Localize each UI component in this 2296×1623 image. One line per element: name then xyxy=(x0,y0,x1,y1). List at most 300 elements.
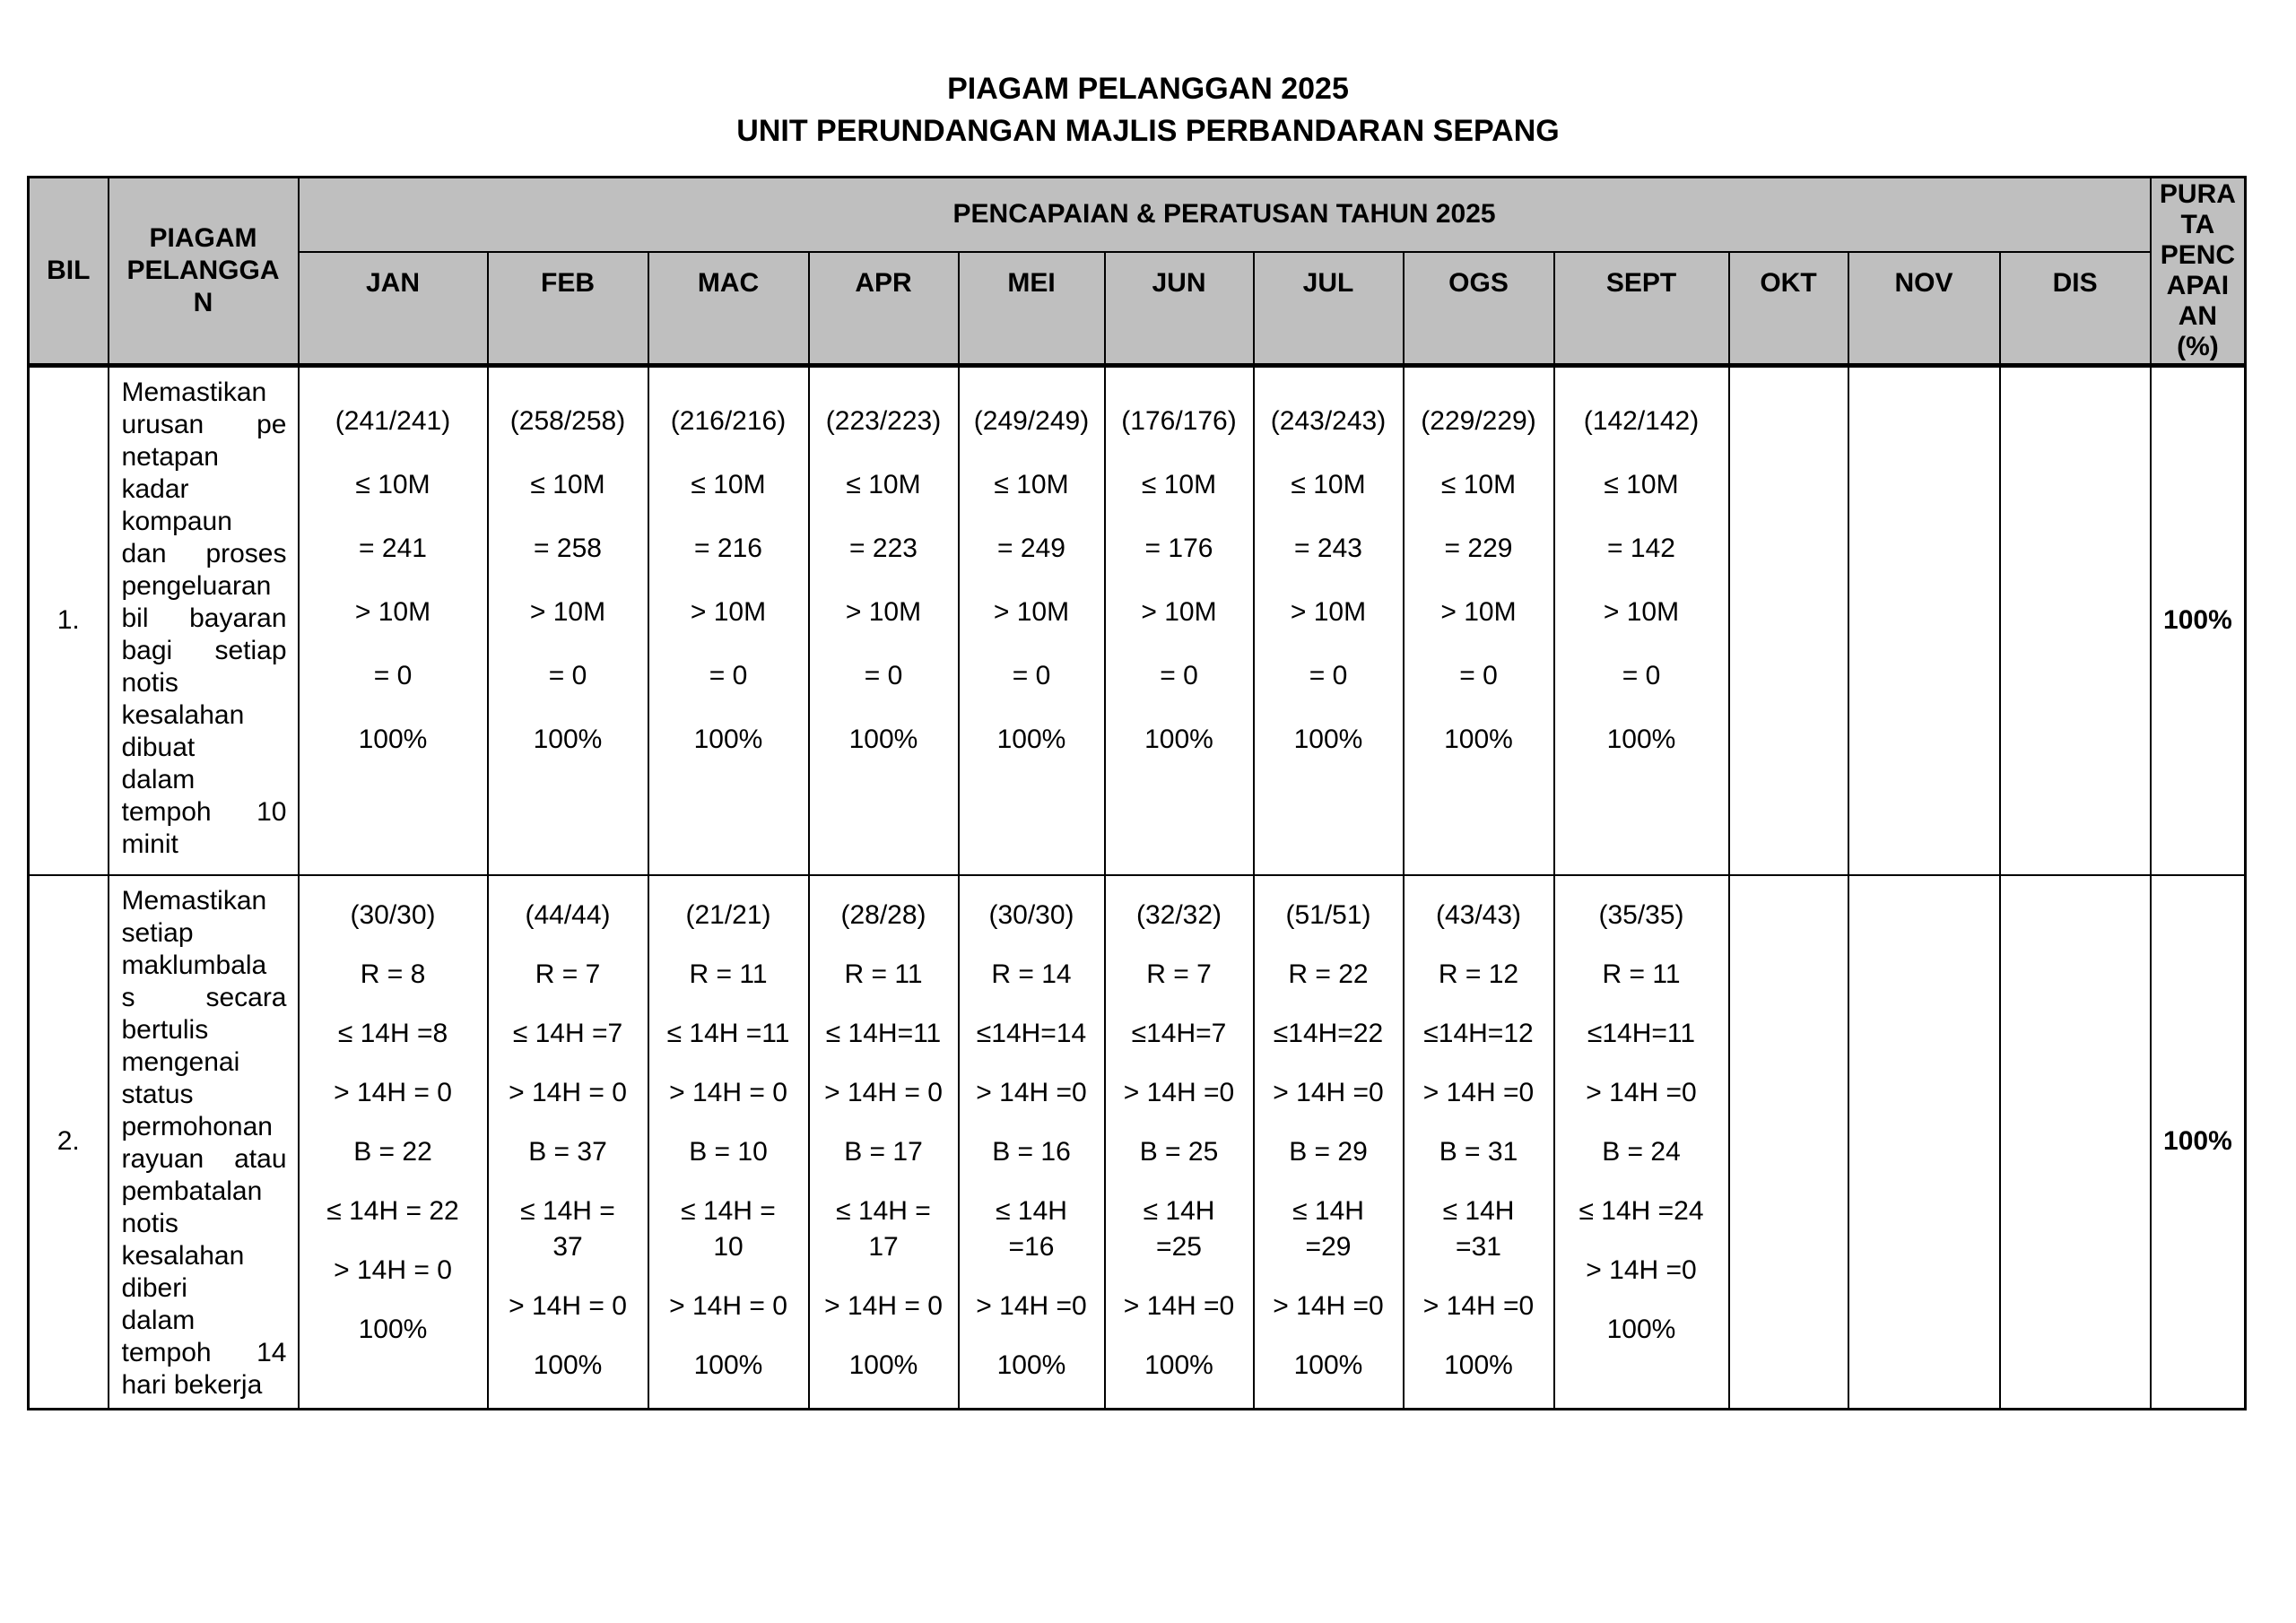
cell-line: (44/44) xyxy=(525,899,611,930)
text-line: maklumbala xyxy=(121,950,267,980)
cell-line: R = 11 xyxy=(844,959,923,989)
text-line: tempoh 14 xyxy=(121,1337,287,1367)
table-row-2 xyxy=(29,875,2246,1410)
cell-paragraph xyxy=(649,722,808,758)
row2-cell-okt xyxy=(1729,875,1848,1410)
cell-line: 37 xyxy=(552,1231,583,1262)
row2-cell-feb xyxy=(488,875,648,1410)
text-line: pengeluaran xyxy=(121,571,272,601)
cell-line: ≤ 14H = xyxy=(520,1195,615,1226)
cell-line: ≤14H=7 xyxy=(1131,1018,1227,1048)
cell-line: R = 7 xyxy=(1146,959,1212,989)
cell-paragraph xyxy=(1555,595,1728,630)
cell-line: 100% xyxy=(848,1350,918,1380)
text-line: bil bayaran xyxy=(121,603,287,633)
cell-paragraph xyxy=(300,1253,487,1289)
cell-paragraph xyxy=(649,658,808,694)
cell-paragraph xyxy=(810,1016,958,1052)
cell-paragraph xyxy=(489,1134,648,1170)
cell-line: 100% xyxy=(1444,1350,1513,1380)
cell-paragraph xyxy=(649,1134,808,1170)
cell-line: B = 31 xyxy=(1439,1136,1518,1167)
cell-line: 100% xyxy=(1444,725,1513,754)
cell-paragraph xyxy=(1555,722,1728,758)
cell-paragraph xyxy=(489,898,648,933)
cell-paragraph xyxy=(1555,1075,1728,1111)
cell-line: ≤ 10M xyxy=(355,470,430,499)
cell-paragraph xyxy=(1555,1134,1728,1170)
header-month-jul: JUL xyxy=(1254,252,1404,366)
cell-line: R = 22 xyxy=(1288,959,1369,989)
cell-paragraph xyxy=(1106,531,1253,567)
header-pencapaian-group: PENCAPAIAN & PERATUSAN TAHUN 2025 xyxy=(299,178,2151,252)
cell-line: (32/32) xyxy=(1135,899,1222,930)
cell-line: B = 22 xyxy=(353,1136,432,1167)
row2-cell-mei xyxy=(959,875,1105,1410)
cell-line: = 142 xyxy=(1607,534,1675,563)
row2-cell-sept xyxy=(1554,875,1729,1410)
cell-paragraph xyxy=(810,467,958,503)
text-line: AN xyxy=(2178,301,2218,331)
cell-line: > 10M xyxy=(845,597,922,627)
text-line: kesalahan xyxy=(121,1240,245,1271)
cell-paragraph xyxy=(960,658,1104,694)
text-line: diberi xyxy=(121,1272,187,1303)
cell-paragraph xyxy=(1405,722,1553,758)
cell-line: =29 xyxy=(1305,1231,1352,1262)
cell-line: (35/35) xyxy=(1598,899,1684,930)
cell-paragraph xyxy=(1405,957,1553,993)
cell-paragraph xyxy=(810,1075,958,1111)
cell-line: 100% xyxy=(358,1314,428,1344)
cell-line: R = 11 xyxy=(689,959,768,989)
cell-paragraph xyxy=(1555,1016,1728,1052)
cell-line: > 14H =0 xyxy=(1273,1290,1384,1321)
cell-line: > 10M xyxy=(354,597,431,627)
row2-cell-dis xyxy=(2000,875,2151,1410)
text-line: dibuat xyxy=(121,733,196,762)
cell-paragraph xyxy=(810,658,958,694)
cell-paragraph xyxy=(960,1134,1104,1170)
cell-line: = 0 xyxy=(709,661,748,690)
cell-paragraph xyxy=(489,1016,648,1052)
title-line-2: UNIT PERUNDANGAN MAJLIS PERBANDARAN SEPANG xyxy=(736,114,1560,148)
header-month-nov: NOV xyxy=(1848,252,2000,366)
cell-paragraph xyxy=(649,595,808,630)
cell-line: ≤ 10M xyxy=(1141,470,1217,499)
cell-paragraph xyxy=(1555,658,1728,694)
header-month-mei: MEI xyxy=(959,252,1105,366)
cell-line: R = 7 xyxy=(535,959,601,989)
cell-line: 100% xyxy=(1293,1350,1363,1380)
text-line: PELANGGA xyxy=(126,256,280,285)
cell-paragraph xyxy=(489,1289,648,1324)
cell-paragraph xyxy=(1106,404,1253,439)
cell-line: ≤ 10M xyxy=(1604,470,1679,499)
row1-cell-nov xyxy=(1848,366,2000,875)
cell-line: (176/176) xyxy=(1121,406,1237,436)
cell-paragraph xyxy=(649,531,808,567)
header-month-feb: FEB xyxy=(488,252,648,366)
cell-paragraph xyxy=(1106,722,1253,758)
text-line: PURA xyxy=(2159,179,2236,209)
header-month-apr: APR xyxy=(809,252,959,366)
text-line: Memastikan xyxy=(121,378,267,407)
cell-line: (216/216) xyxy=(670,406,787,436)
cell-paragraph xyxy=(649,957,808,993)
row2-cell-ogs xyxy=(1404,875,1554,1410)
text-line: status xyxy=(121,1079,194,1109)
cell-line: = 249 xyxy=(997,534,1065,563)
cell-line: (223/223) xyxy=(825,406,942,436)
cell-paragraph xyxy=(810,1134,958,1170)
cell-paragraph xyxy=(649,467,808,503)
cell-paragraph xyxy=(1555,898,1728,933)
cell-line: > 14H =0 xyxy=(1422,1077,1535,1107)
cell-paragraph xyxy=(1405,1134,1553,1170)
row1-cell-feb xyxy=(488,366,648,875)
text-line: tempoh 10 xyxy=(121,797,287,827)
header-month-mac: MAC xyxy=(648,252,809,366)
cell-paragraph xyxy=(810,1348,958,1384)
cell-line: ≤ 10M xyxy=(1440,470,1517,499)
cell-line: = 0 xyxy=(548,661,587,690)
cell-paragraph xyxy=(300,1312,487,1348)
text-line: s secara xyxy=(121,982,287,1012)
cell-line: > 14H =0 xyxy=(1586,1077,1697,1107)
text-line: bagi setiap xyxy=(121,636,287,665)
cell-paragraph xyxy=(1405,1348,1553,1384)
cell-paragraph xyxy=(810,531,958,567)
cell-paragraph xyxy=(1405,1016,1553,1052)
cell-paragraph xyxy=(300,467,487,503)
cell-paragraph xyxy=(810,957,958,993)
cell-line: > 14H =0 xyxy=(1123,1077,1235,1107)
row2-bil: 2. xyxy=(29,875,109,1410)
cell-line: 100% xyxy=(848,725,918,754)
row1-cell-mei xyxy=(959,366,1105,875)
cell-line: = 0 xyxy=(373,661,413,690)
cell-paragraph xyxy=(1405,1289,1553,1324)
cell-line: 100% xyxy=(533,725,603,754)
row1-cell-jul xyxy=(1254,366,1404,875)
title-line-1: PIAGAM PELANGGAN 2025 xyxy=(947,72,1349,106)
text-line: setiap xyxy=(121,917,194,948)
text-line: Memastikan xyxy=(121,885,267,916)
cell-paragraph xyxy=(489,1348,648,1384)
cell-paragraph xyxy=(489,404,648,439)
cell-paragraph xyxy=(1255,957,1403,993)
row2-cell-jan xyxy=(299,875,488,1410)
cell-line: ≤ 14H = xyxy=(681,1195,776,1226)
cell-line: = 241 xyxy=(359,534,427,563)
cell-line: > 10M xyxy=(1141,597,1217,627)
cell-paragraph xyxy=(1255,1016,1403,1052)
text-line: minit xyxy=(121,829,178,859)
cell-paragraph xyxy=(1255,722,1403,758)
text-line: PIAGAM xyxy=(149,223,257,253)
cell-line: = 243 xyxy=(1294,534,1362,563)
cell-paragraph xyxy=(960,898,1104,933)
cell-paragraph xyxy=(1405,467,1553,503)
row2-cell-jun xyxy=(1105,875,1254,1410)
cell-line: ≤14H=14 xyxy=(976,1018,1087,1048)
text-line: (%) xyxy=(2177,332,2219,361)
cell-paragraph xyxy=(300,722,487,758)
cell-line: = 229 xyxy=(1444,534,1513,563)
header-piagam-pelanggan xyxy=(109,178,299,366)
cell-line: B = 25 xyxy=(1139,1136,1219,1167)
row2-cell-mac xyxy=(648,875,809,1410)
header-bil: BIL xyxy=(29,178,109,366)
cell-paragraph xyxy=(1405,531,1553,567)
header-month-sept: SEPT xyxy=(1554,252,1729,366)
cell-line: (30/30) xyxy=(350,899,436,930)
cell-paragraph xyxy=(1555,957,1728,993)
cell-paragraph xyxy=(810,898,958,933)
text-line: PENC xyxy=(2160,240,2236,270)
cell-paragraph xyxy=(300,898,487,933)
cell-paragraph xyxy=(1405,1193,1553,1265)
cell-paragraph xyxy=(1555,531,1728,567)
cell-line: = 0 xyxy=(1160,661,1198,690)
cell-paragraph xyxy=(1255,1289,1403,1324)
cell-line: B = 37 xyxy=(528,1136,607,1167)
cell-paragraph xyxy=(489,957,648,993)
cell-line: > 10M xyxy=(1440,597,1517,627)
cell-line: 100% xyxy=(533,1350,603,1380)
cell-line: > 10M xyxy=(993,597,1070,627)
text-line: notis xyxy=(121,1208,178,1238)
cell-paragraph xyxy=(300,404,487,439)
cell-paragraph xyxy=(1106,1016,1253,1052)
cell-line: > 10M xyxy=(690,597,767,627)
cell-line: 100% xyxy=(1606,1314,1676,1344)
header-month-jan: JAN xyxy=(299,252,488,366)
cell-paragraph xyxy=(300,957,487,993)
cell-line: = 0 xyxy=(864,661,903,690)
cell-line: ≤ 14H=11 xyxy=(825,1018,942,1048)
cell-line: 100% xyxy=(693,725,763,754)
text-line: APAI xyxy=(2166,271,2230,300)
row1-piagam-description xyxy=(109,366,299,875)
cell-paragraph xyxy=(960,1289,1104,1324)
cell-paragraph xyxy=(960,957,1104,993)
cell-line: ≤ 14H xyxy=(1442,1195,1515,1226)
cell-line: B = 29 xyxy=(1289,1136,1368,1167)
row1-cell-ogs xyxy=(1404,366,1554,875)
cell-line: 100% xyxy=(996,1350,1066,1380)
cell-line: (142/142) xyxy=(1583,406,1700,436)
cell-line: (229/229) xyxy=(1421,406,1536,436)
cell-line: ≤ 14H =24 xyxy=(1578,1195,1704,1226)
text-line: mengenai xyxy=(121,1046,240,1077)
cell-paragraph xyxy=(1405,658,1553,694)
page-title xyxy=(0,68,2296,152)
row2-piagam-description xyxy=(109,875,299,1410)
cell-paragraph xyxy=(300,1134,487,1170)
cell-line: > 10M xyxy=(529,597,606,627)
text-line: kompaun xyxy=(121,507,232,536)
text-line: TA xyxy=(2180,210,2215,239)
cell-line: > 14H =0 xyxy=(1273,1077,1384,1107)
cell-paragraph xyxy=(960,595,1104,630)
cell-paragraph xyxy=(810,1193,958,1265)
cell-line: > 14H =0 xyxy=(1586,1254,1697,1285)
cell-line: R = 11 xyxy=(1602,959,1681,989)
cell-paragraph xyxy=(300,1075,487,1111)
cell-paragraph xyxy=(1106,467,1253,503)
row2-purata-value: 100% xyxy=(2151,875,2246,1410)
cell-line: ≤ 10M xyxy=(691,470,766,499)
cell-line: = 176 xyxy=(1144,534,1213,563)
text-line: kadar xyxy=(121,474,189,504)
cell-paragraph xyxy=(1255,595,1403,630)
cell-paragraph xyxy=(1106,595,1253,630)
text-line: netapan xyxy=(121,442,219,472)
cell-line: R = 14 xyxy=(991,959,1072,989)
cell-line: ≤ 14H xyxy=(1292,1195,1364,1226)
cell-line: > 14H =0 xyxy=(976,1077,1087,1107)
cell-line: = 0 xyxy=(1309,661,1348,690)
text-line: notis xyxy=(121,668,178,698)
cell-line: > 14H = 0 xyxy=(334,1077,452,1107)
cell-paragraph xyxy=(1255,1134,1403,1170)
cell-line: B = 24 xyxy=(1602,1136,1681,1167)
cell-paragraph xyxy=(649,1348,808,1384)
cell-paragraph xyxy=(300,1016,487,1052)
cell-line: ≤ 14H =8 xyxy=(337,1018,448,1048)
cell-paragraph xyxy=(810,404,958,439)
cell-line: > 14H =0 xyxy=(976,1290,1087,1321)
cell-line: ≤ 10M xyxy=(530,470,605,499)
header-month-ogs: OGS xyxy=(1404,252,1554,366)
text-line: kesalahan xyxy=(121,700,245,730)
cell-line: > 10M xyxy=(1290,597,1367,627)
cell-line: ≤ 14H = 22 xyxy=(326,1195,459,1226)
cell-paragraph xyxy=(649,898,808,933)
cell-line: > 10M xyxy=(1603,597,1680,627)
row2-cell-apr xyxy=(809,875,959,1410)
cell-line: 100% xyxy=(1606,725,1676,754)
cell-paragraph xyxy=(300,658,487,694)
cell-paragraph xyxy=(300,531,487,567)
cell-paragraph xyxy=(960,1075,1104,1111)
cell-paragraph xyxy=(1555,1253,1728,1289)
cell-paragraph xyxy=(960,1193,1104,1265)
cell-paragraph xyxy=(489,1193,648,1265)
cell-line: > 14H =0 xyxy=(1422,1290,1535,1321)
cell-paragraph xyxy=(1255,898,1403,933)
cell-line: > 14H = 0 xyxy=(334,1254,452,1285)
cell-paragraph xyxy=(960,1348,1104,1384)
cell-line: 10 xyxy=(713,1231,744,1262)
cell-paragraph xyxy=(1106,1348,1253,1384)
text-line: hari bekerja xyxy=(121,1369,263,1400)
cell-paragraph xyxy=(1106,957,1253,993)
row1-purata-value: 100% xyxy=(2151,366,2246,875)
cell-paragraph xyxy=(649,1016,808,1052)
cell-line: ≤14H=22 xyxy=(1273,1018,1384,1048)
cell-paragraph xyxy=(1106,1289,1253,1324)
cell-line: > 14H = 0 xyxy=(824,1077,943,1107)
piagam-pelanggan-table xyxy=(27,176,2247,1410)
cell-line: = 0 xyxy=(1459,661,1498,690)
cell-line: = 223 xyxy=(849,534,918,563)
header-month-dis: DIS xyxy=(2000,252,2151,366)
row1-cell-jan xyxy=(299,366,488,875)
cell-line: ≤ 14H =7 xyxy=(512,1018,623,1048)
cell-line: > 14H = 0 xyxy=(509,1077,627,1107)
cell-line: B = 10 xyxy=(689,1136,768,1167)
cell-line: 100% xyxy=(996,725,1066,754)
cell-line: (30/30) xyxy=(988,899,1074,930)
cell-line: ≤ 14H xyxy=(1143,1195,1215,1226)
cell-line: B = 17 xyxy=(844,1136,923,1167)
cell-line: (43/43) xyxy=(1435,899,1522,930)
cell-paragraph xyxy=(1555,467,1728,503)
row2-cell-jul xyxy=(1254,875,1404,1410)
cell-line: = 216 xyxy=(694,534,762,563)
cell-paragraph xyxy=(1106,1134,1253,1170)
cell-line: R = 12 xyxy=(1438,959,1519,989)
cell-line: B = 16 xyxy=(992,1136,1071,1167)
cell-paragraph xyxy=(1106,658,1253,694)
cell-paragraph xyxy=(1555,1312,1728,1348)
cell-line: > 14H = 0 xyxy=(824,1290,943,1321)
cell-paragraph xyxy=(489,595,648,630)
cell-line: R = 8 xyxy=(360,959,426,989)
cell-paragraph xyxy=(1106,898,1253,933)
cell-paragraph xyxy=(489,467,648,503)
row1-cell-dis xyxy=(2000,366,2151,875)
cell-line: 100% xyxy=(693,1350,763,1380)
cell-line: (28/28) xyxy=(840,899,926,930)
cell-paragraph xyxy=(1255,658,1403,694)
cell-line: (51/51) xyxy=(1285,899,1371,930)
cell-paragraph xyxy=(489,658,648,694)
text-line: dan proses xyxy=(121,539,287,568)
cell-line: > 14H = 0 xyxy=(509,1290,627,1321)
cell-paragraph xyxy=(649,1193,808,1265)
row1-cell-apr xyxy=(809,366,959,875)
cell-paragraph xyxy=(489,531,648,567)
cell-line: ≤14H=12 xyxy=(1423,1018,1534,1048)
cell-line: 100% xyxy=(1293,725,1363,754)
cell-line: (258/258) xyxy=(509,406,626,436)
cell-paragraph xyxy=(649,404,808,439)
cell-line: =16 xyxy=(1008,1231,1055,1262)
header-month-jun: JUN xyxy=(1105,252,1254,366)
row1-cell-okt xyxy=(1729,366,1848,875)
cell-line: 100% xyxy=(1144,725,1213,754)
cell-line: ≤ 14H =11 xyxy=(666,1018,790,1048)
table-row-1 xyxy=(29,366,2246,875)
row1-cell-mac xyxy=(648,366,809,875)
cell-paragraph xyxy=(1405,595,1553,630)
header-purata-pencapaian xyxy=(2151,178,2246,366)
cell-paragraph xyxy=(1255,404,1403,439)
text-line: urusan pe xyxy=(121,410,287,439)
text-line: bertulis xyxy=(121,1014,209,1045)
text-line: rayuan atau xyxy=(121,1143,287,1174)
cell-paragraph xyxy=(300,595,487,630)
cell-line: (241/241) xyxy=(335,406,451,436)
cell-paragraph xyxy=(489,1075,648,1111)
cell-line: ≤14H=11 xyxy=(1587,1018,1696,1048)
text-line: dalam xyxy=(121,1305,196,1335)
cell-line: 17 xyxy=(868,1231,899,1262)
